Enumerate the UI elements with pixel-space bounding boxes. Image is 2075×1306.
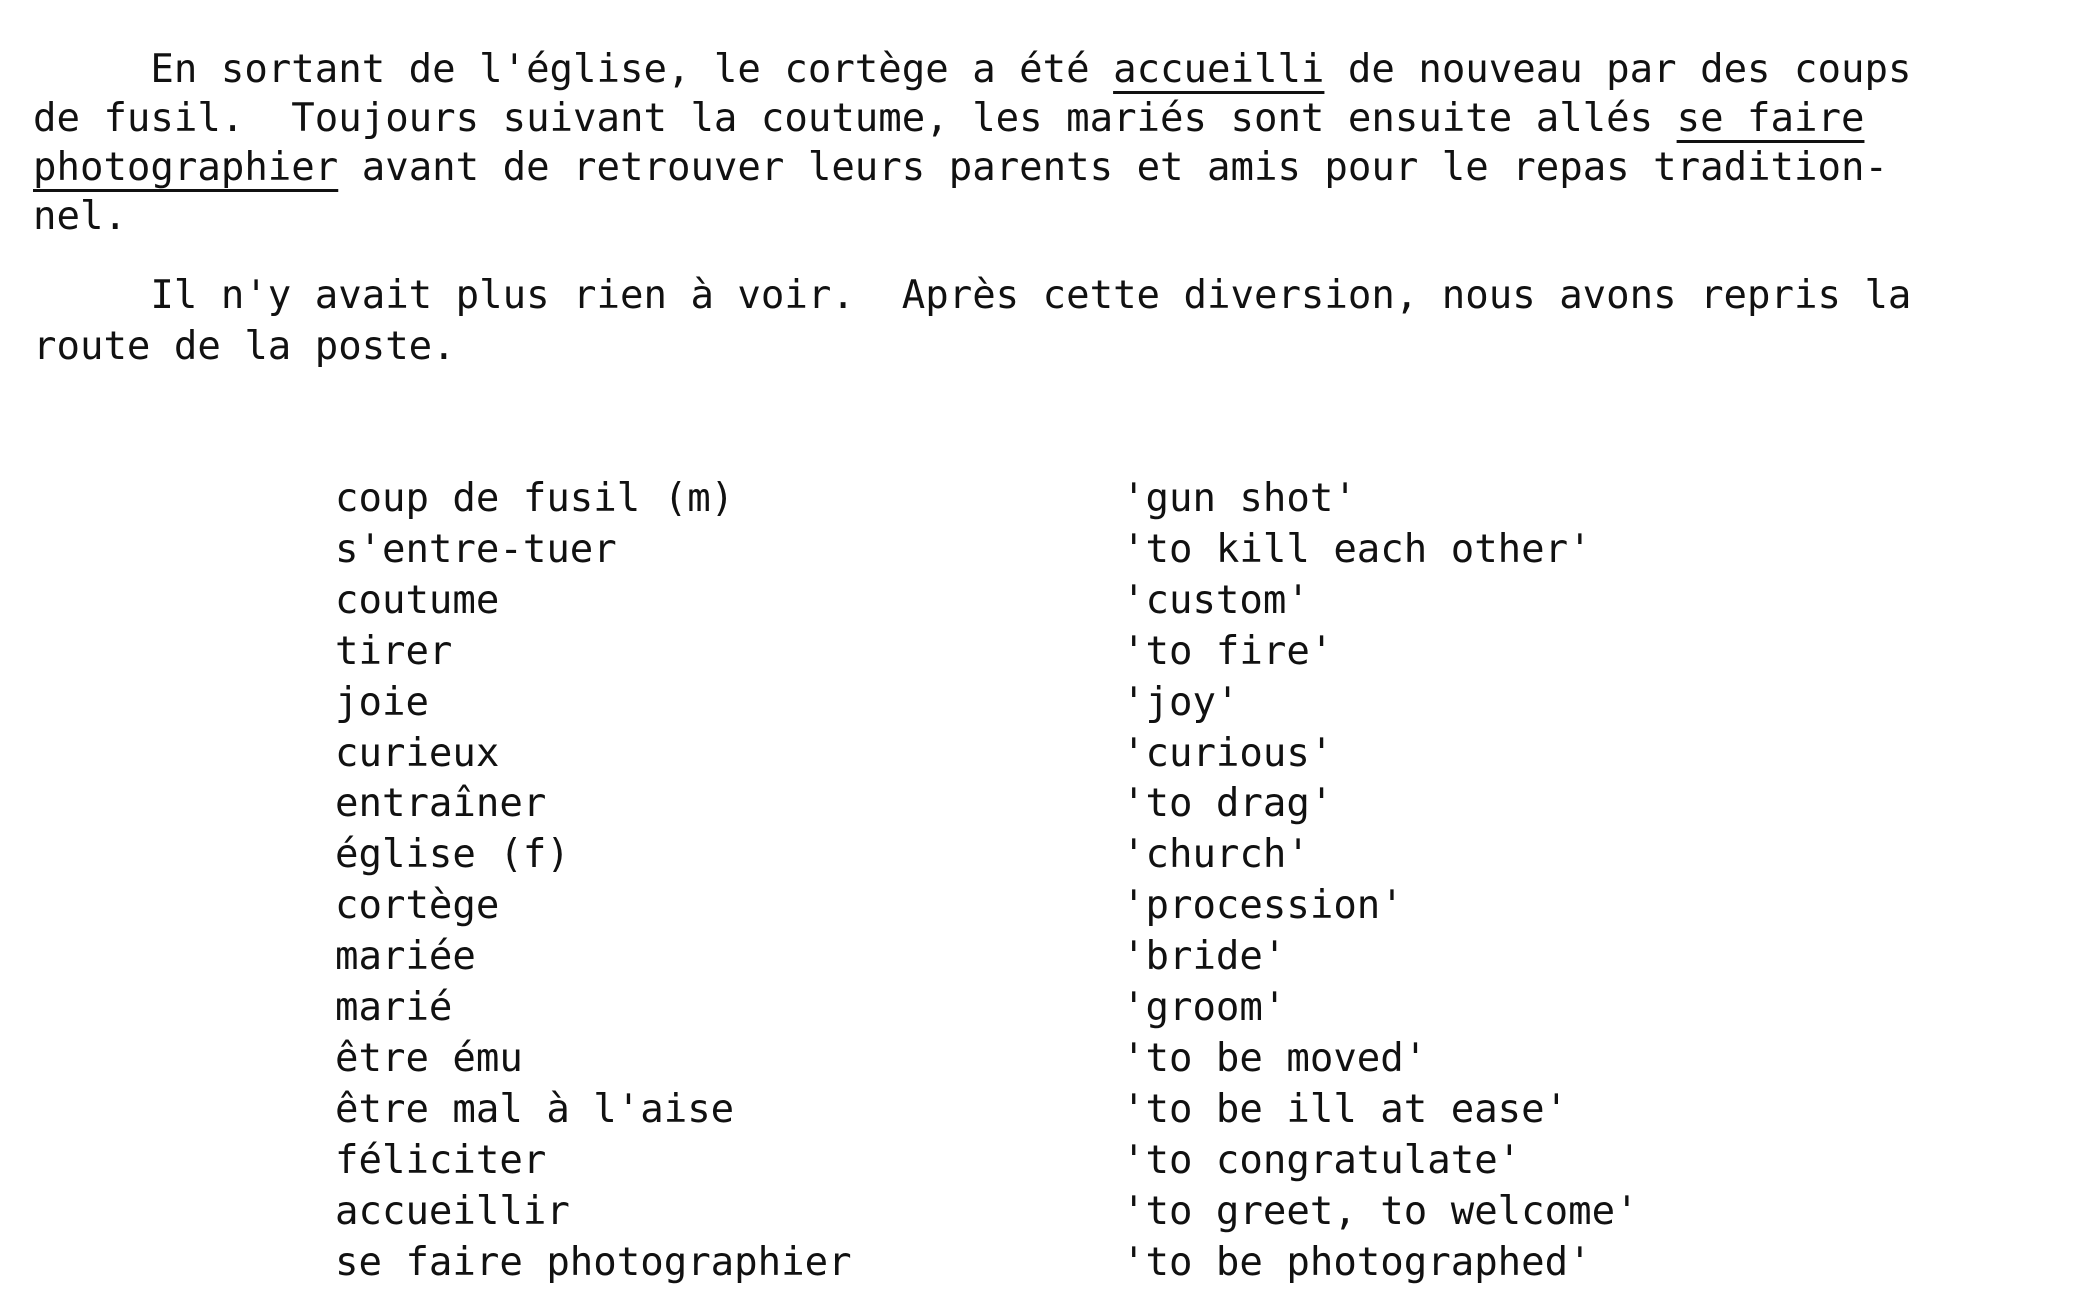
text-run: de nouveau par des coups xyxy=(1324,47,1912,92)
vocabulary-french-term: coup de fusil (m) xyxy=(335,476,735,521)
vocabulary-french-term: s'entre-tuer xyxy=(335,526,617,572)
paragraph-line xyxy=(33,142,1888,194)
vocabulary-english-gloss: 'groom' xyxy=(1122,985,1287,1030)
vocabulary-english-gloss: 'to congratulate' xyxy=(1122,1137,1522,1183)
vocabulary-french-term: joie xyxy=(335,679,429,725)
paragraph-line xyxy=(33,191,127,243)
vocabulary-english-gloss: 'to be photographed' xyxy=(1122,1239,1592,1285)
vocabulary-french-term: curieux xyxy=(335,730,500,776)
vocabulary-french-term: église (f) xyxy=(335,832,570,878)
vocabulary-english-gloss: 'to fire' xyxy=(1122,628,1334,674)
vocabulary-english-gloss: 'to greet, to welcome' xyxy=(1122,1188,1639,1234)
vocabulary-french-term: tirer xyxy=(335,628,453,674)
vocabulary-english-gloss: 'custom' xyxy=(1122,577,1310,623)
vocabulary-english-gloss: 'gun shot' xyxy=(1122,476,1357,521)
text-run: avant de retrouver leurs parents et amis pour le repas tradition- xyxy=(338,145,1888,190)
text-run: En sortant de l'église, le cortège a été xyxy=(33,47,1114,92)
vocabulary-english-gloss: 'curious' xyxy=(1122,730,1334,776)
text-run: nel. xyxy=(33,194,127,239)
vocabulary-french-term: se faire photographier xyxy=(335,1239,852,1285)
vocabulary-english-gloss: 'to kill each other' xyxy=(1122,526,1592,572)
vocabulary-french-term: mariée xyxy=(335,934,476,980)
vocabulary-french-term: féliciter xyxy=(335,1137,547,1183)
text-run: Il n'y avait plus rien à voir. Après cette diversion, nous avons repris la xyxy=(33,273,1912,318)
vocabulary-french-term: être ému xyxy=(335,1035,523,1081)
underlined-term: accueilli xyxy=(1113,47,1325,92)
vocabulary-french-term: cortège xyxy=(335,883,500,929)
vocabulary-english-gloss: 'bride' xyxy=(1122,934,1287,980)
vocabulary-english-gloss: 'procession' xyxy=(1122,883,1404,929)
vocabulary-english-gloss: 'church' xyxy=(1122,832,1310,878)
vocabulary-french-term: coutume xyxy=(335,577,500,623)
underlined-term: photographier xyxy=(33,145,339,190)
vocabulary-english-gloss: 'joy' xyxy=(1122,679,1240,725)
vocabulary-french-term: marié xyxy=(335,985,453,1030)
paragraph-line xyxy=(33,44,1911,96)
vocabulary-english-gloss: 'to drag' xyxy=(1122,781,1334,827)
vocabulary-english-gloss: 'to be moved' xyxy=(1122,1035,1428,1081)
vocabulary-french-term: être mal à l'aise xyxy=(335,1086,735,1132)
text-run: route de la poste. xyxy=(33,324,456,369)
underlined-term: se faire xyxy=(1676,96,1865,141)
paragraph-line xyxy=(33,93,1864,145)
vocabulary-english-gloss: 'to be ill at ease' xyxy=(1122,1086,1569,1132)
vocabulary-french-term: entraîner xyxy=(335,781,547,827)
text-run: de fusil. Toujours suivant la coutume, les mariés sont ensuite allés xyxy=(33,96,1677,141)
vocabulary-french-term: accueillir xyxy=(335,1188,570,1234)
paragraph-line xyxy=(33,270,1911,322)
paragraph-line xyxy=(33,321,456,373)
